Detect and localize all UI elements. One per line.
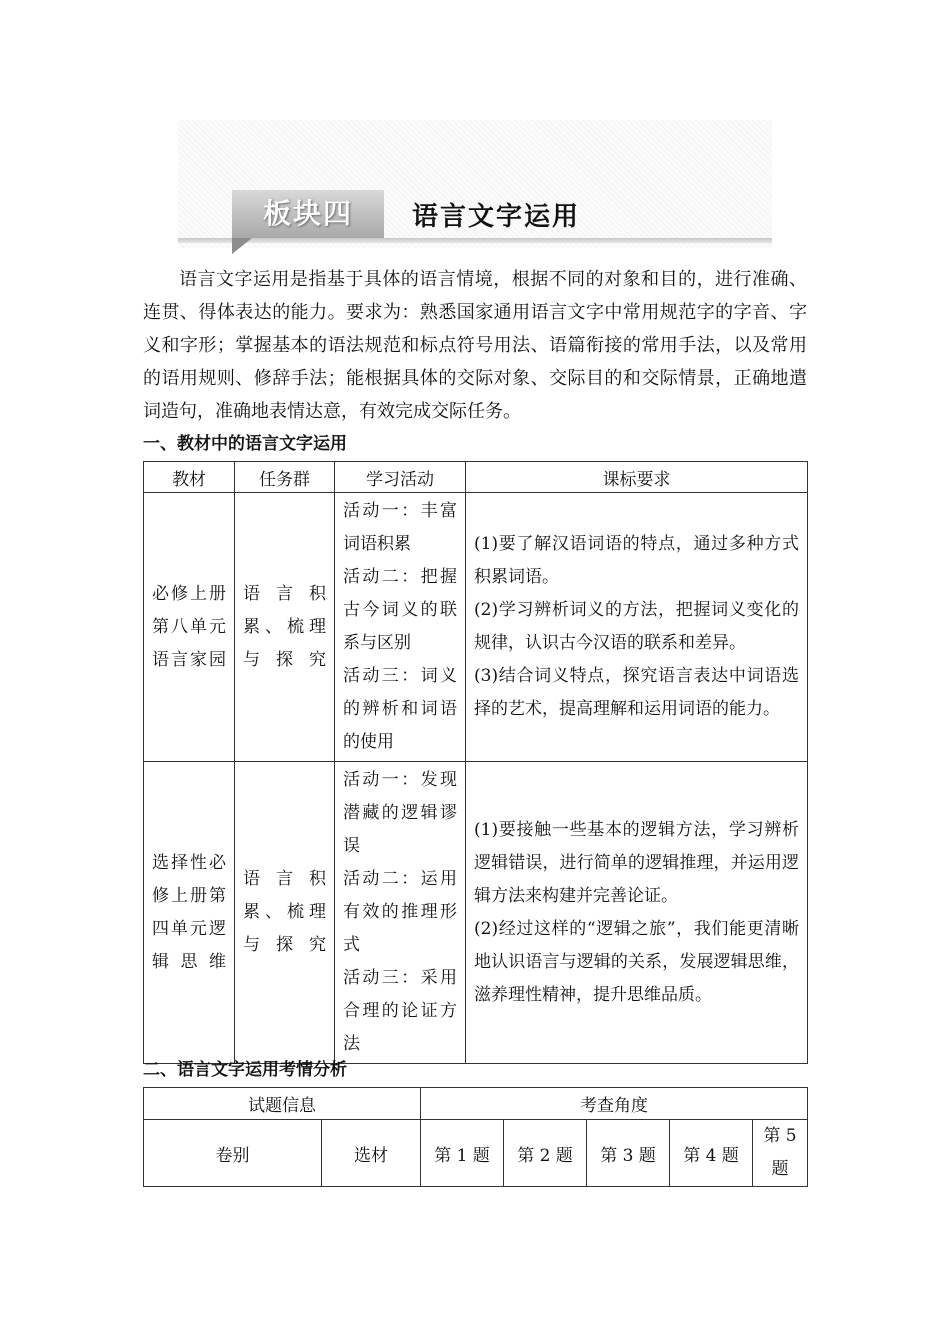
header-requirement: 课标要求 [466,462,808,493]
section-badge: 板块四 [262,197,353,230]
cell-task-group: 语言积累、梳理与探究 [235,762,335,1064]
textbook-table [143,461,808,1064]
header-q2: 第 2 题 [504,1120,587,1187]
cell-activities: 活动一：丰富词语积累 活动二：把握古今词义的联系与区别 活动三：词义的辨析和词语的使用 [335,493,466,762]
table-header-row [144,1088,808,1120]
exam-analysis-table [143,1087,808,1187]
table-row [144,493,808,762]
header-material: 选材 [322,1120,421,1187]
cell-requirements: (1)要接触一些基本的逻辑方法，学习辨析逻辑错误，进行简单的逻辑推理，并运用逻辑方法来构建并完善论证。 (2)经过这样的“逻辑之旅”，我们能更清晰地认识语言与逻辑的关系，发展逻辑思维，滋养理性精神，提升思维品质。 [466,762,808,1064]
header-q3: 第 3 题 [587,1120,670,1187]
header-q4: 第 4 题 [670,1120,753,1187]
header-task-group: 任务群 [235,462,335,493]
cell-textbook: 必修上册第八单元语言家园 [144,493,235,762]
table-subheader-row [144,1120,808,1187]
banner-underline [178,238,772,243]
table-header-row [144,462,808,493]
table-row [144,762,808,1064]
cell-activities: 活动一：发现潜藏的逻辑谬误 活动二：运用有效的推理形式 活动三：采用合理的论证方法 [335,762,466,1064]
section-heading-2: 二、语言文字运用考情分析 [143,1060,347,1080]
header-exam-info: 试题信息 [144,1088,421,1120]
section-heading-1: 一、教材中的语言文字运用 [143,434,347,454]
header-q5: 第 5 题 [753,1120,808,1187]
header-activity: 学习活动 [335,462,466,493]
cell-task-group: 语言积累、梳理与探究 [235,493,335,762]
cell-requirements: (1)要了解汉语词语的特点，通过多种方式积累词语。 (2)学习辨析词义的方法，把握词义变化的规律，认识古今汉语的联系和差异。 (3)结合词义特点，探究语言表达中词语选择的艺术，提高理解和运用词语的能力。 [466,493,808,762]
header-q1: 第 1 题 [421,1120,504,1187]
page-title: 语言文字运用 [412,202,581,232]
intro-paragraph: 语言文字运用是指基于具体的语言情境，根据不同的对象和目的，进行准确、连贯、得体表达的能力。要求为：熟悉国家通用语言文字中常用规范字的字音、字义和字形；掌握基本的语法规范和标点符号用法、语篇衔接的常用手法，以及常用的语用规则、修辞手法；能根据具体的交际对象、交际目的和交际情景，正确地遣词造句，准确地表情达意，有效完成交际任务。 [143,269,807,422]
header-exam-angle: 考查角度 [421,1088,808,1120]
cell-textbook: 选择性必修上册第四单元逻辑思维 [144,762,235,1064]
header-textbook: 教材 [144,462,235,493]
header-paper: 卷别 [144,1120,322,1187]
